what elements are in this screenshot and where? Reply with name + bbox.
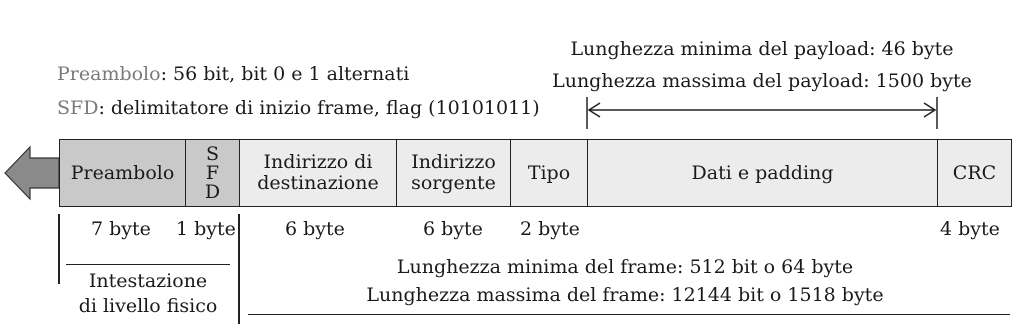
field-sfd <box>186 140 240 206</box>
size-source: 6 byte <box>423 218 483 240</box>
field-sfd-letter: F <box>205 161 220 184</box>
preamble-definition <box>57 63 409 85</box>
field-source-address <box>397 140 511 206</box>
physical-header-rule <box>66 264 230 265</box>
frame-max-length: Lunghezza massima del frame: 12144 bit o 1518 byte <box>366 284 884 306</box>
size-type: 2 byte <box>520 218 580 240</box>
field-source-line2: sorgente <box>411 172 496 194</box>
size-preamble: 7 byte <box>91 218 151 240</box>
field-type-label: Tipo <box>527 161 571 184</box>
preamble-term: Preambolo <box>57 63 161 85</box>
field-sfd-letter: S <box>205 142 220 165</box>
ethernet-frame <box>59 139 1012 207</box>
sfd-term: SFD <box>57 97 99 119</box>
field-preamble-label: Preambolo <box>70 161 175 184</box>
field-destination-line1: Indirizzo di <box>263 151 373 173</box>
physical-header-left-tick <box>58 214 60 284</box>
field-destination-address <box>240 140 397 206</box>
field-crc <box>938 140 1011 206</box>
size-destination: 6 byte <box>285 218 345 240</box>
size-sfd: 1 byte <box>176 218 236 240</box>
physical-header-line1: Intestazione <box>88 270 208 292</box>
field-preamble <box>60 140 186 206</box>
field-source-line1: Indirizzo <box>411 151 496 173</box>
payload-max-length: Lunghezza massima del payload: 1500 byte <box>552 70 972 92</box>
field-crc-label: CRC <box>952 161 997 184</box>
frame-length-rule <box>248 314 1010 315</box>
sfd-definition <box>57 97 540 119</box>
field-type <box>511 140 588 206</box>
preamble-description: : 56 bit, bit 0 e 1 alternati <box>160 63 410 85</box>
size-crc: 4 byte <box>940 218 1000 240</box>
field-sfd-letter: D <box>204 180 221 203</box>
field-data-padding <box>588 140 938 206</box>
transmission-direction-arrow <box>4 145 60 201</box>
frame-left-tick <box>238 214 240 324</box>
payload-min-length: Lunghezza minima del payload: 46 byte <box>570 38 954 60</box>
frame-min-length: Lunghezza minima del frame: 512 bit o 64 byte <box>396 256 854 278</box>
field-data-label: Dati e padding <box>691 161 834 184</box>
payload-span-arrow <box>580 95 945 131</box>
field-destination-line2: destinazione <box>257 172 379 194</box>
physical-header-line2: di livello fisico <box>78 295 218 317</box>
sfd-description: : delimitatore di inizio frame, flag (10101011) <box>98 97 540 119</box>
